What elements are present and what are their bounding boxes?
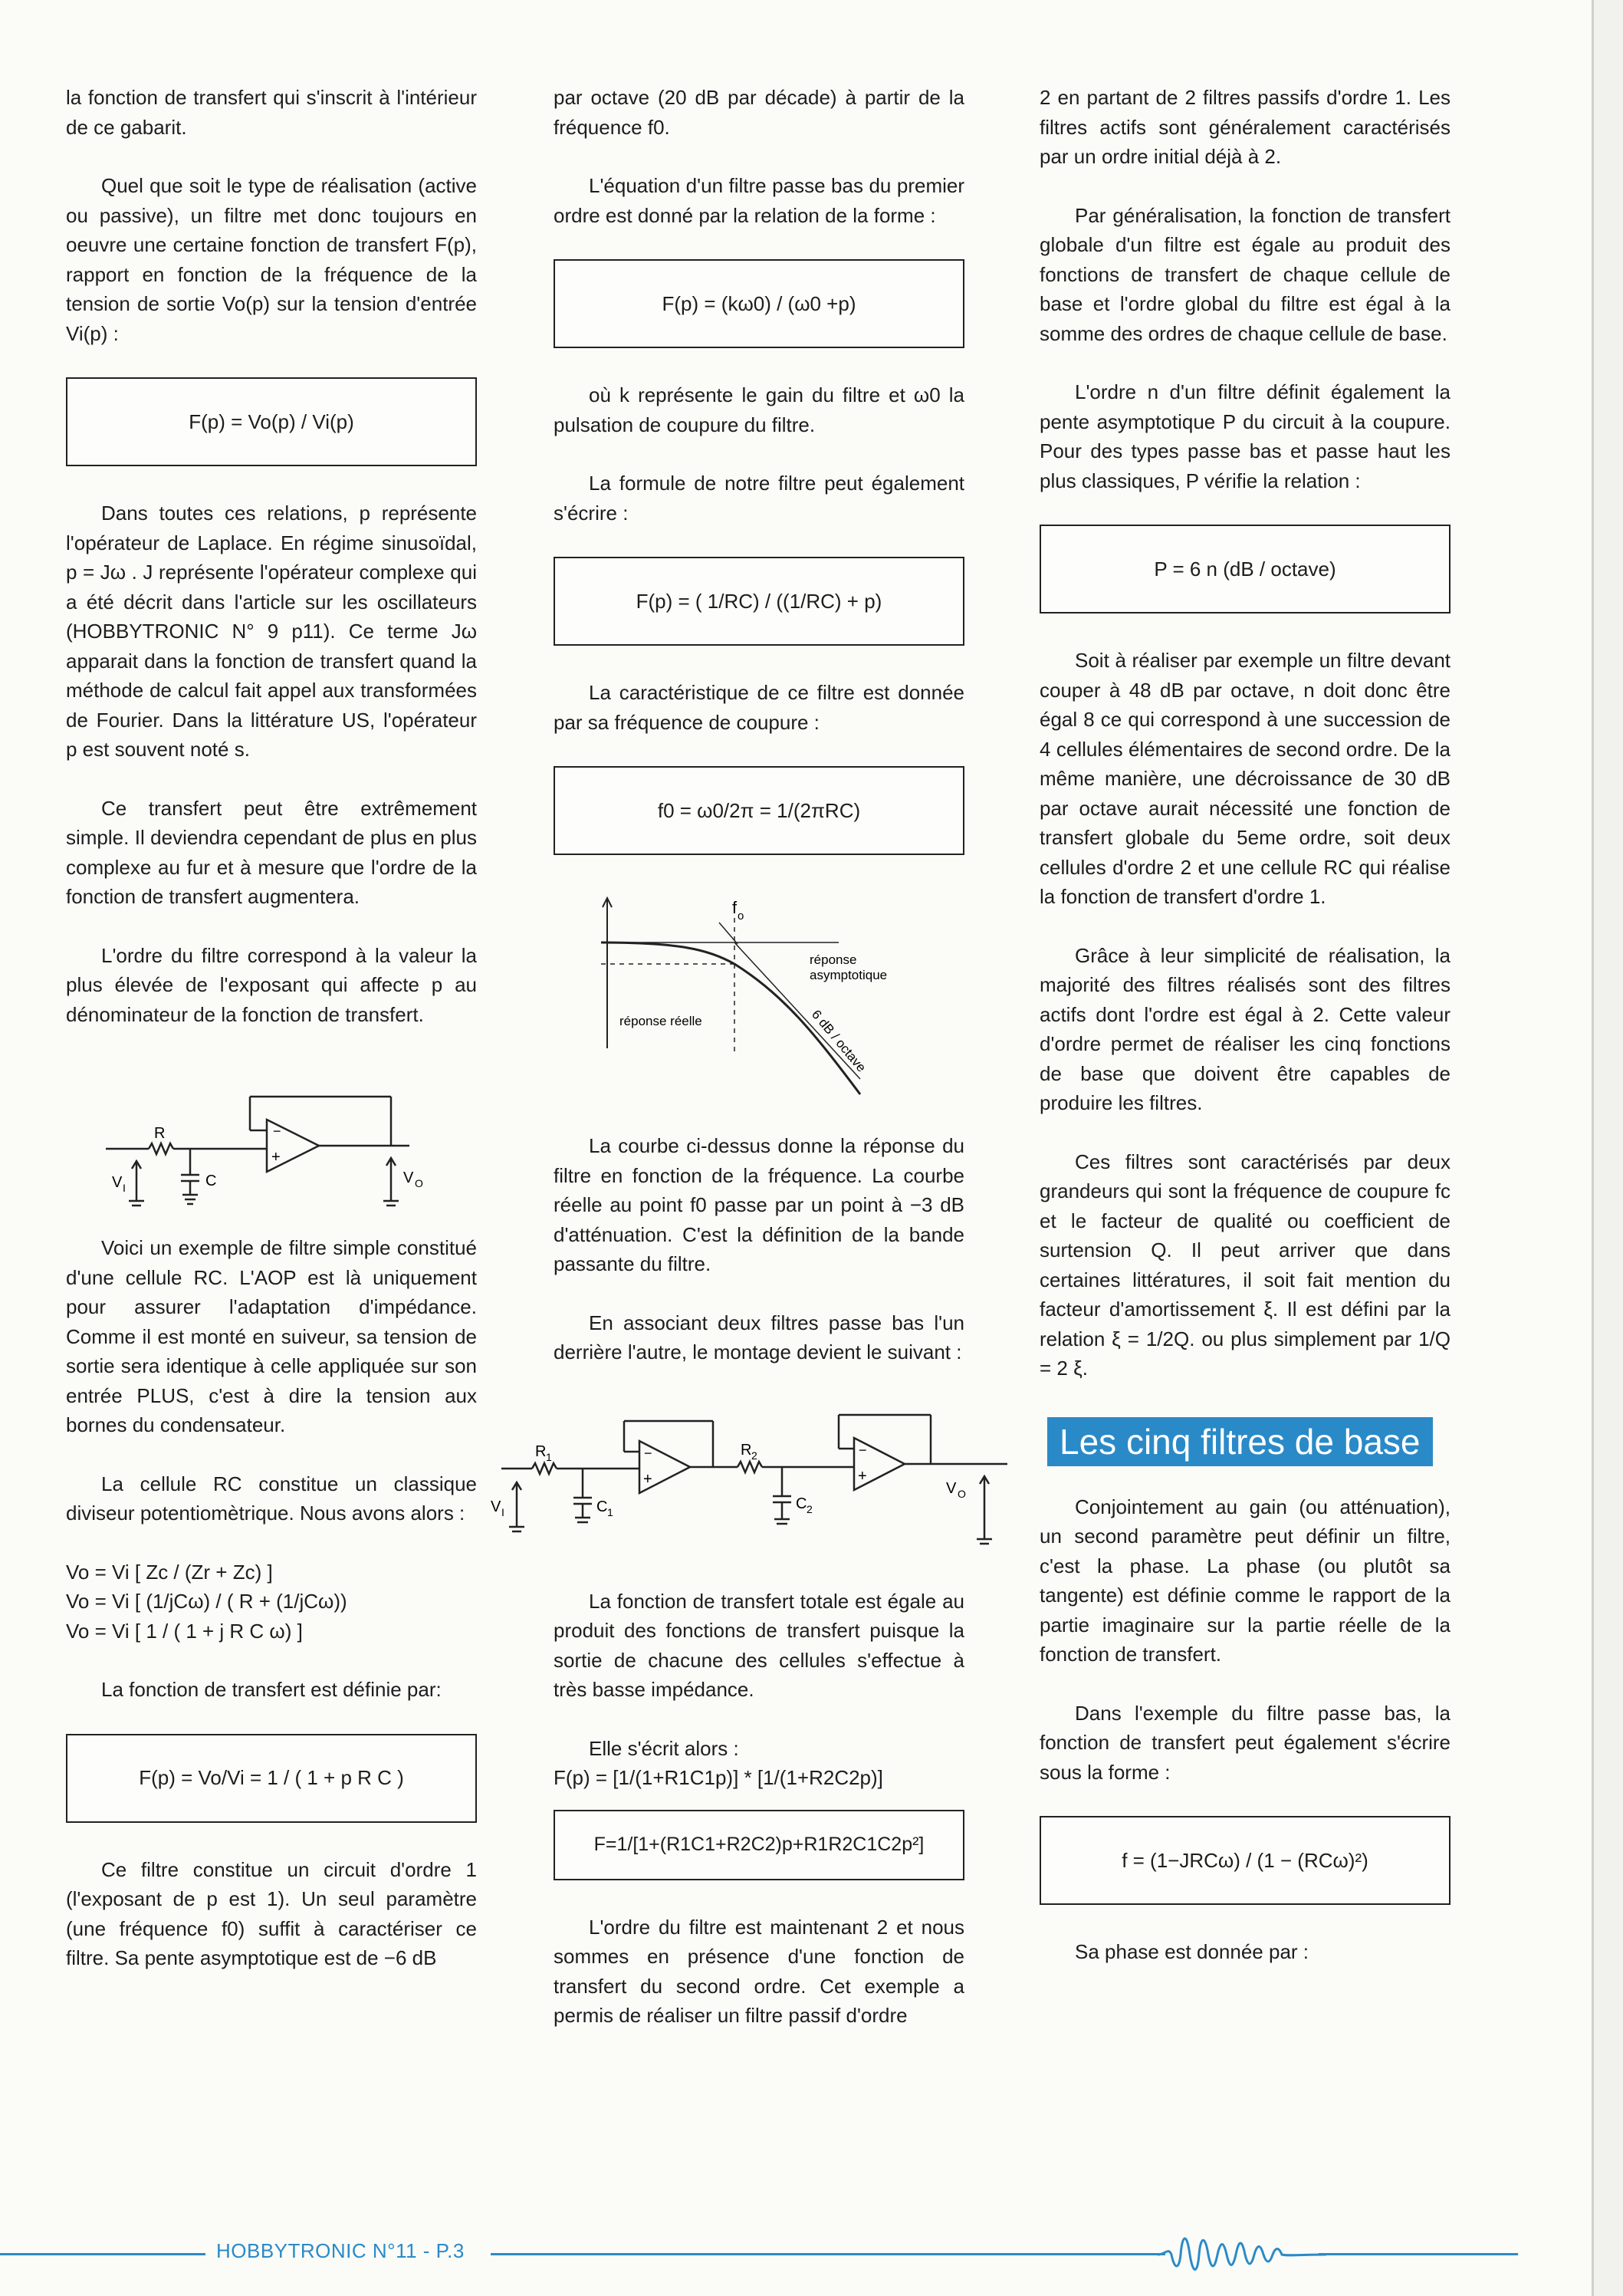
footer-rule: [1319, 2253, 1518, 2255]
paragraph: La fonction de transfert totale est égale au produit des fonctions de transfert puisque la sortie de chacune des cellules s'effectue à très basse impédance.: [554, 1589, 964, 1701]
resistor-2-label: R: [741, 1441, 752, 1459]
paragraph: la fonction de transfert qui s'inscrit à l'intérieur de ce gabarit.: [66, 86, 477, 139]
paragraph: où k représente le gain du filtre et ω0 la pulsation de coupure du filtre.: [554, 383, 964, 436]
asymptotic-response-label: asymptotique: [810, 968, 888, 982]
equation-line: Vo = Vi [ 1 / ( 1 + j R C ω) ]: [66, 1619, 303, 1643]
opamp-minus-sign: −: [273, 1123, 281, 1139]
paragraph: Ce transfert peut être extrêmement simple. Il deviendra cependant de plus en plus complexe au fur et à mesure que l'ordre de la fonction de transfert augmentera.: [66, 796, 477, 908]
section-title: Les cinq filtres de base: [1047, 1417, 1433, 1466]
formula: F=1/[1+(R1C1+R2C2)p+R1R2C1C2p²]: [593, 1834, 925, 1856]
paragraph: Voici un exemple de filtre simple constitué d'une cellule RC. L'AOP est là uniquement pour assurer l'adaptation d'impédance. Comme il est monté en suiveur, sa tension de sortie sera identique à celle appliquée sur son entrée PLUS, c'est à dire la tension aux bornes du condensateur.: [66, 1236, 477, 1436]
formula-box: [554, 557, 964, 646]
waveform-icon: [1158, 2224, 1326, 2278]
real-response-label: réponse réelle: [619, 1014, 702, 1028]
formula-box: [1040, 1816, 1451, 1905]
capacitor-2-label: C: [796, 1495, 807, 1512]
formula-box: [554, 1810, 964, 1880]
resistor-2-subscript: 2: [751, 1449, 757, 1462]
paragraph: La fonction de transfert est définie par:: [101, 1678, 442, 1701]
input-voltage-label: V: [112, 1174, 123, 1191]
paragraph: L'ordre du filtre est maintenant 2 et nous sommes en présence d'une fonction de transfert du second ordre. Cet exemple a permis de réaliser un filtre passif d'ordre: [554, 1915, 964, 2027]
footer-rule: [0, 2253, 205, 2255]
paragraph: Dans toutes ces relations, p représente l'opérateur de Laplace. En régime sinusoïdal, p = Jω . J représente l'opérateur complexe qui a été décrit dans l'article sur les oscillateurs (HOBBYTRONIC N° 9 p11). Ce terme Jω apparait dans la fonction de transfert quand la méthode de calcul fait appel aux transformées de Fourier. Dans la littérature US, l'opérateur p est souvent noté s.: [66, 502, 477, 761]
paragraph: Ce filtre constitue un circuit d'ordre 1 (l'exposant de p est 1). Un seul paramètre (une fréquence f0) suffit à caractériser ce filtre. Sa pente asymptotique est de −6 dB: [66, 1857, 477, 1969]
column-3: [1040, 83, 1451, 1996]
paragraph: Elle s'écrit alors :: [589, 1736, 739, 1760]
asymptotic-response-label: réponse: [810, 952, 857, 967]
rc-filter-schematic: [66, 1058, 477, 1212]
paragraph: L'ordre n d'un filtre définit également la pente asymptotique P du circuit à la coupure. Pour des types passe bas et passe haut les plus classiques, P vérifie la relation :: [1040, 380, 1451, 492]
paragraph: Dans l'exemple du filtre passe bas, la fonction de transfert peut également s'écrire sous la forme :: [1040, 1701, 1451, 1784]
input-voltage-subscript: I: [501, 1505, 504, 1518]
paragraph: Ces filtres sont caractérisés par deux grandeurs qui sont la fréquence de coupure fc et le facteur de qualité ou coefficient de surtension Q. Il peut arriver que dans certaines littératures, il soit fait mention du facteur d'amortissement ξ. Il est défini par la relation ξ = 1/2Q. ou plus simplement par 1/Q = 2 ξ.: [1040, 1150, 1451, 1380]
formula-box: [66, 377, 477, 466]
paragraph: L'équation d'un filtre passe bas du premier ordre est donné par la relation de la forme :: [554, 174, 964, 227]
resistor-label: R: [154, 1125, 166, 1142]
formula: f0 = ω0/2π = 1/(2πRC): [657, 798, 861, 822]
formula: f = (1−JRCω) / (1 − (RCω)²): [1122, 1848, 1368, 1872]
paragraph: En associant deux filtres passe bas l'un derrière l'autre, le montage devient le suivant :: [554, 1311, 964, 1363]
input-voltage-label: V: [491, 1498, 501, 1515]
paragraph: Par généralisation, la fonction de transfert globale d'un filtre est égale au produit des fonctions de transfert de chaque cellule de base et l'ordre global du filtre est égal à la somme des ordres de chaque cellule de base.: [1040, 203, 1451, 345]
formula-box: [1040, 525, 1451, 613]
formula: F(p) = Vo/Vi = 1 / ( 1 + p R C ): [139, 1766, 404, 1790]
footer-text: HOBBYTRONIC N°11 - P.3: [216, 2239, 465, 2262]
formula-box: [554, 259, 964, 348]
equation-line: F(p) = [1/(1+R1C1p)] * [1/(1+R2C2p)]: [554, 1766, 883, 1789]
paragraph: Soit à réaliser par exemple un filtre devant couper à 48 dB par octave, n doit donc être égal 8 ce qui correspond à une succession de 4 cellules élémentaires de second ordre. De la même manière, une décroissance de 30 dB par octave aurait nécessité une fonction de transfert globale du 5eme ordre, soit deux cellules d'ordre 2 et une cellule RC qui réalise la fonction de transfert d'ordre 1.: [1040, 649, 1451, 908]
paragraph: 2 en partant de 2 filtres passifs d'ordre 1. Les filtres actifs sont généralement caractérisés par un ordre initial déjà à 2.: [1040, 86, 1451, 168]
opamp2-minus-sign: −: [859, 1442, 867, 1458]
output-voltage-label: V: [403, 1169, 414, 1186]
output-voltage-subscript: O: [415, 1177, 423, 1189]
opamp1-minus-sign: −: [644, 1445, 652, 1461]
resistor-1-subscript: 1: [546, 1450, 552, 1463]
column-2: [491, 83, 966, 2060]
paragraph: La courbe ci-dessus donne la réponse du filtre en fonction de la fréquence. La courbe réelle au point f0 passe par un point à −3 dB d'atténuation. C'est la définition de la bande passante du filtre.: [554, 1134, 964, 1275]
paragraph: L'ordre du filtre correspond à la valeur la plus élevée de l'exposant qui affecte p au dénominateur de la fonction de transfert.: [66, 943, 477, 1026]
paragraph: Conjointement au gain (ou atténuation), un second paramètre peut définir un filtre, c'est la phase. La phase (ou plutôt sa tangente) est définie comme le rapport de la partie imaginaire sur la partie réelle de la fonction de transfert.: [1040, 1495, 1451, 1666]
formula: F(p) = (kω0) / (ω0 +p): [662, 291, 856, 315]
opamp2-plus-sign: +: [858, 1467, 867, 1485]
opamp1-plus-sign: +: [643, 1470, 652, 1488]
paragraph: La cellule RC constitue un classique diviseur potentiomètrique. Nous avons alors :: [66, 1472, 477, 1525]
cutoff-frequency-subscript: o: [738, 910, 744, 923]
paragraph: Quel que soit le type de réalisation (active ou passive), un filtre met donc toujours en oeuvre une certaine fonction de transfert F(p), rapport en fonction de la fréquence de la tension de sortie Vo(p) sur la tension d'entrée Vi(p) :: [66, 174, 477, 345]
column-1: [66, 83, 477, 2002]
formula: P = 6 n (dB / octave): [1154, 557, 1336, 581]
formula: F(p) = ( 1/RC) / ((1/RC) + p): [636, 589, 882, 613]
output-voltage-label: V: [946, 1479, 957, 1497]
frequency-response-graph: [554, 887, 964, 1110]
formula: F(p) = Vo(p) / Vi(p): [189, 410, 354, 433]
capacitor-1-label: C: [596, 1498, 608, 1515]
slope-label: 6 dB / octave: [808, 1007, 869, 1075]
two-stage-filter-schematic: [486, 1396, 1023, 1565]
input-voltage-subscript: I: [123, 1182, 126, 1194]
formula-box: [66, 1734, 477, 1823]
paragraph: La formule de notre filtre peut également s'écrire :: [554, 472, 964, 525]
paragraph: Grâce à leur simplicité de réalisation, la majorité des filtres réalisés sont des filtres actifs dont l'ordre est égal à 2. Cette valeur d'ordre permet de réaliser les cinq fonctions de base que doivent être capables de produire les filtres.: [1040, 943, 1451, 1114]
cutoff-frequency-label: f: [732, 898, 738, 917]
capacitor-2-subscript: 2: [807, 1502, 813, 1515]
capacitor-1-subscript: 1: [607, 1505, 613, 1518]
paragraph: Sa phase est donnée par :: [1075, 1940, 1309, 1963]
paragraph: La caractéristique de ce filtre est donnée par sa fréquence de coupure :: [554, 681, 964, 734]
page-edge: [1592, 0, 1623, 2296]
equation-line: Vo = Vi [ (1/jCω) / ( R + (1/jCω)): [66, 1590, 347, 1613]
footer-rule: [491, 2253, 1165, 2255]
capacitor-label: C: [205, 1173, 217, 1189]
formula-box: [554, 766, 964, 855]
paragraph: par octave (20 dB par décade) à partir de la fréquence f0.: [554, 86, 964, 139]
equation-line: Vo = Vi [ Zc / (Zr + Zc) ]: [66, 1560, 273, 1584]
resistor-1-label: R: [535, 1442, 547, 1460]
opamp-plus-sign: +: [271, 1149, 281, 1166]
output-voltage-subscript: O: [958, 1487, 966, 1500]
page-footer: [0, 2224, 1526, 2270]
